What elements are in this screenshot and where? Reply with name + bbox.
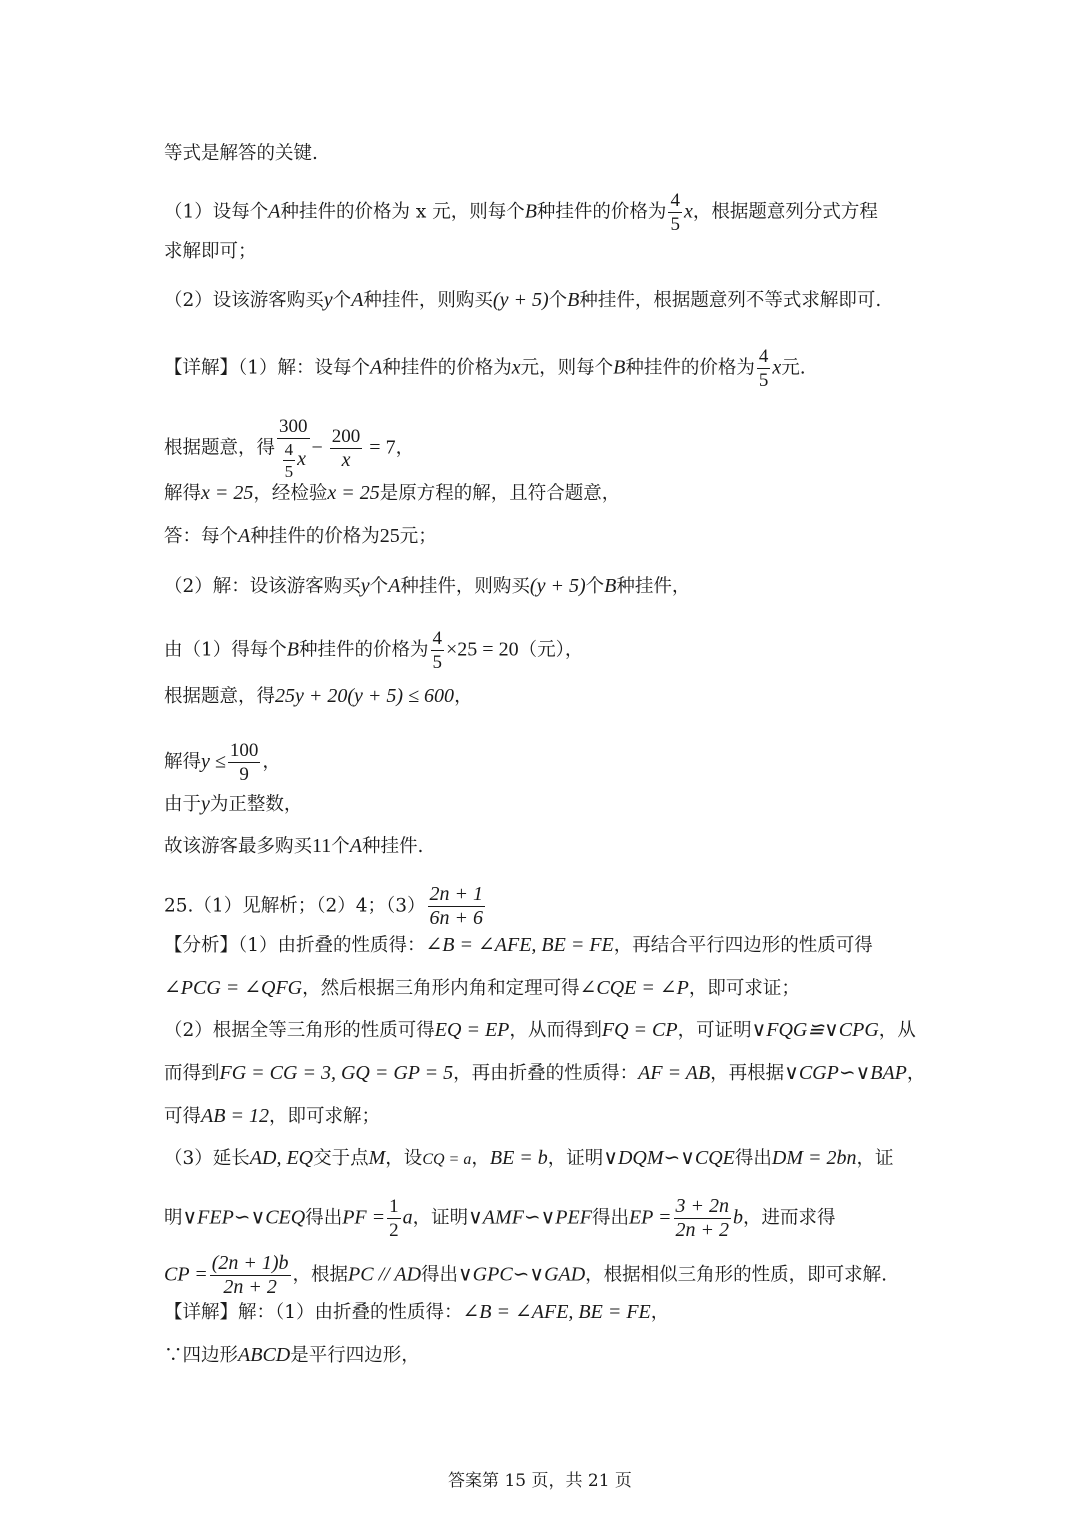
math-expression: 6n + 6 <box>429 907 484 929</box>
math-expression: x <box>341 449 351 471</box>
fraction <box>757 346 771 391</box>
text-span: 种挂件的价格为 <box>250 526 380 547</box>
text-line <box>164 1104 380 1129</box>
math-expression: ABCD <box>238 1344 291 1366</box>
math-expression: = 7 <box>364 436 396 459</box>
text-span: ，证明 <box>412 1207 469 1229</box>
text-line <box>164 288 881 313</box>
math-expression: FG = CG = 3, GQ = GP = 5 <box>219 1062 454 1084</box>
math-expression: y ≤ <box>201 750 226 773</box>
text-span: 故该游客最多购买 <box>164 836 313 857</box>
math-expression: x <box>683 200 693 223</box>
text-span: 根据题意，得 <box>164 686 276 707</box>
math-expression: PF = <box>342 1206 386 1229</box>
text-line <box>164 1061 925 1086</box>
text-line <box>164 628 583 673</box>
math-expression: ×25 = 20 <box>446 638 519 661</box>
math-expression: A <box>370 356 383 379</box>
math-expression: 2n + 2 <box>675 1219 730 1241</box>
math-expression: 2n + 2 <box>223 1276 277 1298</box>
text-span: 25.（1）见解析；（2）4；（3） <box>164 895 426 917</box>
math-expression: x <box>511 356 521 379</box>
math-expression: B <box>286 638 299 661</box>
math-expression: 25 <box>379 525 400 547</box>
math-expression: x <box>297 447 306 470</box>
text-line <box>164 481 620 506</box>
text-span: 求解即可； <box>164 241 257 262</box>
fraction <box>330 426 363 471</box>
text-span <box>283 440 296 481</box>
text-span: 种挂件. <box>362 836 424 857</box>
text-span: （元）， <box>518 639 584 661</box>
text-span: ， <box>262 751 281 773</box>
text-span: 种挂件的价格为 <box>382 357 512 379</box>
text-span: 元，则每个 <box>520 357 614 379</box>
text-span: 种挂件， <box>616 576 691 597</box>
math-expression: CP = <box>164 1263 208 1286</box>
text-span: ，根据相似三角形的性质，即可求解. <box>585 1264 888 1286</box>
math-expression: b <box>733 1206 744 1229</box>
text-span: 种挂件的价格为 <box>625 357 755 379</box>
text-span: 得出 <box>591 1207 629 1229</box>
text-span: 元. <box>781 357 806 379</box>
text-span: 由于 <box>164 794 202 815</box>
math-expression: EP = <box>628 1206 672 1229</box>
math-expression: ∨CGP∽∨BAP <box>784 1062 907 1084</box>
math-expression: PC // AD <box>348 1263 422 1286</box>
math-expression: 11 <box>312 835 332 857</box>
text-line <box>164 933 873 958</box>
text-span: 得出 <box>421 1264 459 1286</box>
text-span: 而得到 <box>164 1063 220 1084</box>
text-span: 答：每个 <box>164 526 239 547</box>
math-expression: y <box>323 289 333 311</box>
text-line <box>164 740 281 785</box>
text-span: 种挂件，则购买 <box>400 576 530 597</box>
text-line <box>164 142 318 166</box>
text-line <box>164 1253 887 1298</box>
text-span: ，证明 <box>547 1148 604 1169</box>
math-expression: y <box>360 575 370 597</box>
text-line <box>164 1146 894 1172</box>
math-expression: DM = 2bn <box>771 1147 857 1169</box>
text-span: 个 <box>585 576 605 597</box>
math-expression: ∨FEP∽∨CEQ <box>182 1206 306 1229</box>
text-span: 是平行四边形， <box>290 1345 420 1366</box>
text-line <box>164 684 473 709</box>
math-expression: ∠B = ∠AFE, BE = FE <box>425 934 614 956</box>
math-expression: A <box>238 525 251 547</box>
math-expression: EQ = EP <box>434 1019 510 1041</box>
text-span: 4 <box>670 190 680 211</box>
text-span: 可得 <box>164 1106 202 1127</box>
text-span: 9 <box>239 764 249 785</box>
text-span: （2）根据全等三角形的性质可得 <box>164 1020 435 1041</box>
text-span: ，再由折叠的性质得： <box>453 1063 639 1084</box>
math-expression: B <box>604 575 617 597</box>
text-span: 【分析】（1）由折叠的性质得： <box>164 935 426 956</box>
text-span: ，即可求证； <box>688 978 800 999</box>
text-span: 元； <box>399 526 437 547</box>
text-span: 300 <box>279 416 308 437</box>
text-span: 根据题意，得 <box>164 437 276 459</box>
text-span: 得出 <box>305 1207 343 1229</box>
text-span: 5 <box>432 652 443 673</box>
text-span: 个 <box>331 836 350 857</box>
text-span: ∵四边形 <box>164 1345 239 1366</box>
text-span: 5 <box>758 370 769 391</box>
text-span: 【详解】解：（1）由折叠的性质得： <box>164 1302 463 1323</box>
text-line <box>164 1018 916 1043</box>
math-expression: x = 25 <box>327 482 380 504</box>
text-span: 交于点 <box>313 1148 369 1169</box>
math-expression: A <box>388 575 401 597</box>
math-expression: ∠CQE = ∠P <box>579 977 689 999</box>
math-expression: B <box>567 289 580 311</box>
text-span: 种挂件的价格为 <box>299 639 429 661</box>
text-line <box>164 416 414 481</box>
text-span: 5 <box>284 462 294 481</box>
text-span: 4 <box>758 346 769 367</box>
math-expression: x = 25 <box>201 482 254 504</box>
text-line <box>164 524 437 549</box>
text-span: 1 <box>389 1196 399 1217</box>
text-span: 4 <box>432 628 443 649</box>
text-span: ， <box>395 437 415 459</box>
text-span: ，进而求得 <box>743 1207 836 1229</box>
text-span: 为正整数， <box>209 794 303 815</box>
text-span: ， <box>454 686 473 707</box>
text-span: 5 <box>670 214 680 235</box>
text-span: ，设 <box>385 1148 423 1169</box>
math-expression: AB = 12 <box>201 1105 269 1127</box>
text-span: 种挂件的价格为 <box>536 201 667 223</box>
math-expression: FQ = CP <box>601 1019 678 1041</box>
text-span: （2）解：设该游客购买 <box>164 576 361 597</box>
math-expression: BE = b <box>489 1147 548 1169</box>
text-span: ， <box>650 1302 670 1323</box>
math-expression: ∠PCG = ∠QFG <box>164 977 303 999</box>
math-expression: CQ = a <box>422 1151 472 1168</box>
text-span: 种挂件，根据题意列不等式求解即可. <box>579 290 882 311</box>
text-line <box>164 240 257 264</box>
text-span: 个 <box>332 290 352 311</box>
fraction <box>210 1253 291 1298</box>
page-footer: 答案第 15 页，共 21 页 <box>448 1471 632 1491</box>
math-expression: A <box>349 835 363 857</box>
text-line <box>164 346 806 391</box>
fraction <box>387 1196 401 1241</box>
text-line <box>164 976 800 1001</box>
math-expression: y <box>201 793 210 815</box>
text-line <box>164 792 302 817</box>
text-span: 2 <box>389 1220 399 1241</box>
text-span: 明 <box>164 1207 183 1229</box>
text-span: ，即可求解； <box>268 1106 380 1127</box>
math-expression: 2n + 1 <box>429 883 484 905</box>
text-span: 200 <box>331 426 361 447</box>
fraction <box>668 190 682 235</box>
text-span: 解得 <box>164 751 202 773</box>
math-expression: AD, EQ <box>249 1147 314 1169</box>
fraction <box>431 628 445 673</box>
text-span: ，可证明 <box>677 1020 752 1041</box>
math-expression: ∨DQM∽∨CQE <box>603 1147 735 1169</box>
math-expression: B <box>613 356 626 379</box>
text-span: ，根据题意列分式方程 <box>692 201 878 223</box>
text-span: 100 <box>229 740 259 761</box>
text-span: 由（1）得每个 <box>164 639 287 661</box>
text-span: 个 <box>548 290 568 311</box>
text-span: 种挂件的价格为 x 元，则每个 <box>280 201 525 223</box>
math-expression: ∨AMF∽∨PEF <box>468 1206 592 1229</box>
fraction <box>674 1196 732 1241</box>
text-line <box>164 1300 669 1325</box>
text-span: ，根据 <box>292 1264 349 1286</box>
text-span: 解得 <box>164 483 202 504</box>
math-expression: M <box>368 1147 386 1169</box>
math-expression: x <box>772 356 782 379</box>
math-expression: A <box>268 200 281 223</box>
text-span: 4 <box>284 440 294 459</box>
math-expression: ∨GPC∽∨GAD <box>458 1263 586 1286</box>
text-span: 种挂件，则购买 <box>363 290 493 311</box>
math-expression: 25y + 20(y + 5) ≤ 600 <box>275 685 455 707</box>
math-expression: B <box>524 200 537 223</box>
text-line <box>164 190 878 235</box>
fraction <box>277 416 310 481</box>
math-expression: ∨FQG≌∨CPG <box>751 1019 879 1041</box>
math-expression: (y + 5) <box>492 289 549 311</box>
text-span: ，从 <box>878 1020 916 1041</box>
text-span: ， <box>906 1063 926 1084</box>
math-expression: ∠B = ∠AFE, BE = FE <box>462 1301 651 1323</box>
text-span: ，经检验 <box>253 483 328 504</box>
text-span: 【详解】（1）解：设每个 <box>164 357 371 379</box>
text-line <box>164 834 423 859</box>
text-span: 等式是解答的关键. <box>164 143 318 164</box>
text-span: （1）设每个 <box>164 201 269 223</box>
text-line <box>164 574 690 599</box>
math-expression: (y + 5) <box>529 575 586 597</box>
math-expression: (2n + 1)b <box>211 1252 289 1274</box>
math-expression: A <box>351 289 364 311</box>
fraction <box>428 884 486 929</box>
text-span: ，证 <box>856 1148 894 1169</box>
text-span <box>279 439 308 481</box>
math-expression: a <box>402 1206 413 1229</box>
text-span: 个 <box>369 576 389 597</box>
text-span: ， <box>471 1148 490 1169</box>
text-span: （2）设该游客购买 <box>164 290 324 311</box>
math-expression: − <box>311 436 328 459</box>
text-span: ，再结合平行四边形的性质可得 <box>613 935 873 956</box>
text-span: 得出 <box>734 1148 772 1169</box>
text-line <box>164 1196 836 1241</box>
text-line <box>164 1343 420 1368</box>
fraction <box>228 740 261 785</box>
math-expression: 3 + 2n <box>675 1195 730 1217</box>
math-expression: AF = AB <box>638 1062 711 1084</box>
text-span: ，然后根据三角形内角和定理可得 <box>302 978 580 999</box>
text-span: （3）延长 <box>164 1148 250 1169</box>
text-span: 是原方程的解，且符合题意， <box>379 483 621 504</box>
text-span: ，再根据 <box>710 1063 785 1084</box>
text-span: ，从而得到 <box>509 1020 602 1041</box>
text-line <box>164 884 487 929</box>
